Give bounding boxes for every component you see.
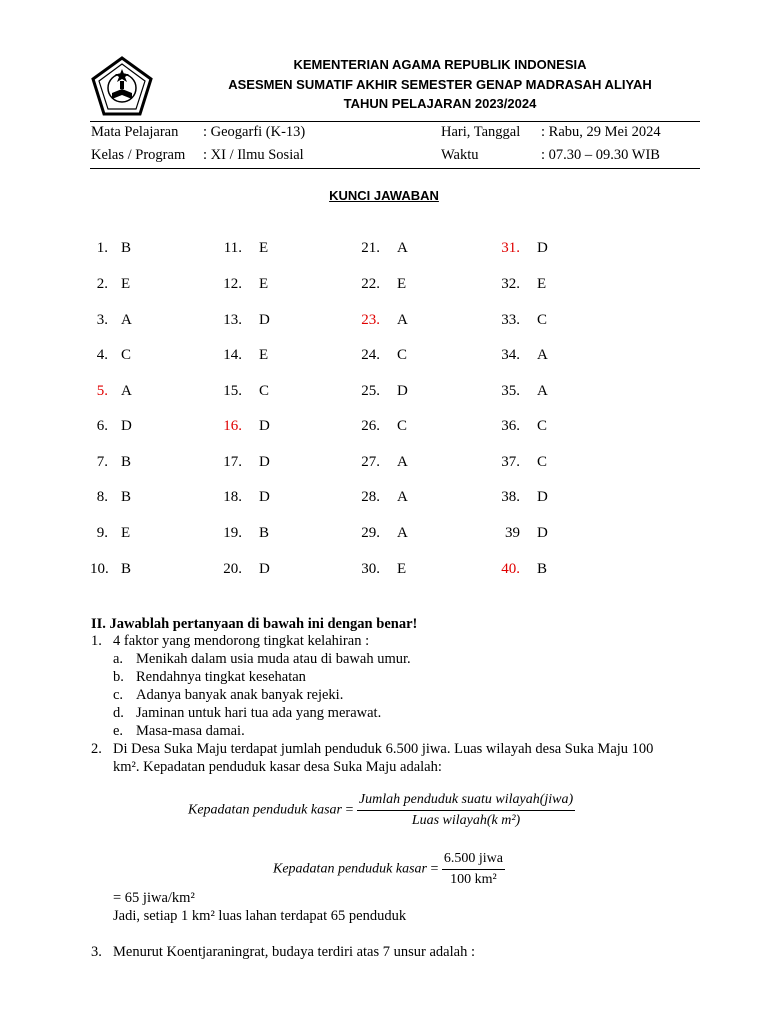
- answer-number: 21.: [361, 240, 380, 256]
- answer-number: 22.: [361, 276, 380, 292]
- answer-item: [90, 453, 132, 471]
- answer-letter: D: [259, 454, 270, 470]
- answer-item: [492, 524, 548, 542]
- answer-letter: A: [397, 489, 408, 505]
- q1-item-letter: b.: [113, 669, 124, 685]
- answer-item: [214, 488, 270, 506]
- header-year: TAHUN PELAJARAN 2023/2024: [343, 96, 537, 111]
- answer-number: 30.: [361, 561, 380, 577]
- answer-number: 23.: [361, 312, 380, 328]
- answer-letter: B: [259, 525, 270, 541]
- header-exam: ASESMEN SUMATIF AKHIR SEMESTER GENAP MADRASAH ALIYAH: [228, 77, 652, 92]
- q1-item-text: Menikah dalam usia muda atau di bawah umur.: [136, 651, 411, 667]
- answer-letter: D: [537, 525, 548, 541]
- answer-item: [214, 239, 269, 257]
- answer-number: 39: [505, 525, 520, 541]
- calc-fraction: [442, 851, 505, 888]
- answer-letter: C: [259, 383, 270, 399]
- answer-letter: E: [537, 276, 547, 292]
- calc-denominator: 100 km²: [450, 872, 497, 887]
- answer-item: [492, 382, 548, 400]
- answer-letter: C: [537, 312, 548, 328]
- q2-line-1: Di Desa Suka Maju terdapat jumlah penduduk 6.500 jiwa. Luas wilayah desa Suka Maju 100: [113, 741, 654, 757]
- answer-letter: E: [259, 347, 269, 363]
- answer-number: 20.: [223, 561, 242, 577]
- answer-number: 31.: [501, 240, 520, 256]
- time-label: Waktu: [441, 147, 479, 163]
- q1-item-letter: e.: [113, 723, 124, 739]
- answer-number: 25.: [361, 383, 380, 399]
- answer-item: [214, 346, 269, 364]
- answer-item: [214, 524, 270, 542]
- answer-number: 1.: [96, 240, 108, 256]
- answer-number: 35.: [501, 383, 520, 399]
- answer-number: 37.: [501, 454, 520, 470]
- answer-item: [492, 275, 547, 293]
- answer-letter: C: [397, 418, 408, 434]
- answer-number: 34.: [501, 347, 520, 363]
- answer-number: 13.: [223, 312, 242, 328]
- answer-item: [214, 417, 270, 435]
- answer-number: 24.: [361, 347, 380, 363]
- answer-item: [90, 560, 132, 578]
- answer-item: [352, 524, 408, 542]
- calc-numerator: 6.500 jiwa: [442, 851, 505, 870]
- answer-letter: D: [397, 383, 408, 399]
- q1-item-text: Adanya banyak anak banyak rejeki.: [136, 687, 344, 703]
- answer-letter: E: [259, 240, 269, 256]
- answer-letter: D: [259, 418, 270, 434]
- answer-item: [90, 382, 132, 400]
- answer-number: 28.: [361, 489, 380, 505]
- density-result: = 65 jiwa/km²: [113, 890, 195, 906]
- formula-fraction: [357, 792, 575, 829]
- answer-item: [352, 453, 408, 471]
- answer-item: [352, 488, 408, 506]
- answer-letter: B: [537, 561, 548, 577]
- answer-letter: E: [121, 276, 131, 292]
- answer-letter: E: [397, 276, 407, 292]
- answer-item: [90, 488, 132, 506]
- answer-item: [492, 453, 548, 471]
- answer-letter: A: [397, 312, 408, 328]
- answer-letter: C: [537, 454, 548, 470]
- answer-item: [90, 275, 131, 293]
- answer-letter: C: [537, 418, 548, 434]
- answer-number: 33.: [501, 312, 520, 328]
- answer-letter: C: [397, 347, 408, 363]
- time-value: : 07.30 – 09.30 WIB: [541, 147, 660, 163]
- answer-number: 12.: [223, 276, 242, 292]
- class-value: : XI / Ilmu Sosial: [203, 147, 304, 163]
- answer-number: 32.: [501, 276, 520, 292]
- answer-number: 36.: [501, 418, 520, 434]
- answer-item: [90, 239, 132, 257]
- answer-item: [214, 311, 270, 329]
- density-conclusion: Jadi, setiap 1 km² luas lahan terdapat 65 penduduk: [113, 908, 407, 924]
- ministry-logo: [90, 55, 154, 119]
- answer-number: 8.: [96, 489, 108, 505]
- q1-number: 1.: [91, 633, 102, 649]
- answer-item: [90, 346, 132, 364]
- subject-value: : Geogarfi (K-13): [203, 124, 306, 140]
- answer-number: 6.: [96, 418, 108, 434]
- answer-letter: A: [121, 312, 132, 328]
- answer-item: [492, 311, 548, 329]
- q1-item-text: Rendahnya tingkat kesehatan: [136, 669, 306, 685]
- answer-item: [492, 488, 548, 506]
- answer-item: [90, 417, 132, 435]
- subject-label: Mata Pelajaran: [91, 124, 179, 140]
- answer-item: [352, 417, 408, 435]
- density-calculation: Kepadatan penduduk kasar = $\frac{\text{6.500 jiwa}}{\text{100 km²}}$: [273, 851, 503, 887]
- answer-number: 11.: [223, 240, 242, 256]
- answer-item: [492, 417, 548, 435]
- answer-item: [90, 311, 132, 329]
- formula-denominator: Luas wilayah(k m²): [411, 813, 521, 828]
- answer-number: 3.: [96, 312, 108, 328]
- answer-letter: B: [121, 454, 132, 470]
- answer-item: [214, 453, 270, 471]
- q1-item-text: Jaminan untuk hari tua ada yang merawat.: [136, 705, 382, 721]
- answer-letter: A: [397, 454, 408, 470]
- answer-number: 26.: [361, 418, 380, 434]
- answer-number: 38.: [501, 489, 520, 505]
- calc-lhs: Kepadatan penduduk kasar: [273, 861, 427, 877]
- answer-number: 9.: [96, 525, 108, 541]
- answer-letter: A: [397, 240, 408, 256]
- answer-letter: C: [121, 347, 132, 363]
- answer-letter: A: [121, 383, 132, 399]
- answer-number: 5.: [96, 383, 108, 399]
- answer-letter: D: [537, 240, 548, 256]
- answer-number: 18.: [223, 489, 242, 505]
- essay-heading: II. Jawablah pertanyaan di bawah ini dengan benar!: [91, 616, 418, 632]
- answer-number: 2.: [96, 276, 108, 292]
- answer-item: [214, 275, 269, 293]
- q1-item-letter: d.: [113, 705, 124, 721]
- answer-letter: E: [397, 561, 407, 577]
- answer-item: [492, 346, 548, 364]
- answer-item: [492, 560, 548, 578]
- q2-line-2: km². Kepadatan penduduk kasar desa Suka Maju adalah:: [113, 759, 442, 775]
- q1-item-text: Masa-masa damai.: [136, 723, 245, 739]
- answer-item: [352, 346, 408, 364]
- answer-number: 40.: [501, 561, 520, 577]
- answer-number: 17.: [223, 454, 242, 470]
- answer-item: [352, 239, 408, 257]
- answer-letter: A: [537, 347, 548, 363]
- answer-letter: D: [537, 489, 548, 505]
- q3-text: Menurut Koentjaraningrat, budaya terdiri atas 7 unsur adalah :: [113, 944, 475, 960]
- q1-item-letter: a.: [113, 651, 124, 667]
- formula-numerator: Jumlah penduduk suatu wilayah(jiwa): [357, 792, 575, 811]
- answer-letter: D: [121, 418, 132, 434]
- q3-number: 3.: [91, 944, 102, 960]
- day-value: : Rabu, 29 Mei 2024: [541, 124, 661, 140]
- answer-item: [352, 560, 407, 578]
- answer-item: [214, 382, 270, 400]
- answer-number: 14.: [223, 347, 242, 363]
- formula-lhs: Kepadatan penduduk kasar: [188, 802, 342, 818]
- answer-item: [90, 524, 131, 542]
- answer-letter: A: [537, 383, 548, 399]
- answer-letter: D: [259, 561, 270, 577]
- answer-number: 27.: [361, 454, 380, 470]
- answer-key-title: KUNCI JAWABAN: [329, 188, 439, 203]
- class-label: Kelas / Program: [91, 147, 186, 163]
- q1-item-letter: c.: [113, 687, 124, 703]
- answer-letter: B: [121, 561, 132, 577]
- answer-item: [352, 382, 408, 400]
- answer-item: [492, 239, 548, 257]
- q2-number: 2.: [91, 741, 102, 757]
- answer-letter: B: [121, 240, 132, 256]
- day-label: Hari, Tanggal: [441, 124, 521, 140]
- header-ministry: KEMENTERIAN AGAMA REPUBLIK INDONESIA: [293, 57, 587, 72]
- answer-number: 10.: [90, 561, 109, 577]
- answer-number: 16.: [223, 418, 242, 434]
- answer-letter: D: [259, 489, 270, 505]
- answer-letter: A: [397, 525, 408, 541]
- answer-item: [214, 560, 270, 578]
- answer-number: 15.: [223, 383, 242, 399]
- answer-letter: E: [121, 525, 131, 541]
- answer-number: 19.: [223, 525, 242, 541]
- answer-item: [352, 275, 407, 293]
- q1-text: 4 faktor yang mendorong tingkat kelahiran :: [113, 633, 370, 649]
- info-rule: [90, 168, 700, 169]
- answer-number: 7.: [96, 454, 108, 470]
- answer-letter: E: [259, 276, 269, 292]
- density-formula: Kepadatan penduduk kasar = $\frac{\text{Jumlah penduduk suatu wilayah(jiwa)}}{\text{Luas wilayah(k m²)}}$: [188, 792, 574, 828]
- answer-number: 4.: [96, 347, 108, 363]
- answer-letter: B: [121, 489, 132, 505]
- answer-letter: D: [259, 312, 270, 328]
- answer-item: [352, 311, 408, 329]
- answer-number: 29.: [361, 525, 380, 541]
